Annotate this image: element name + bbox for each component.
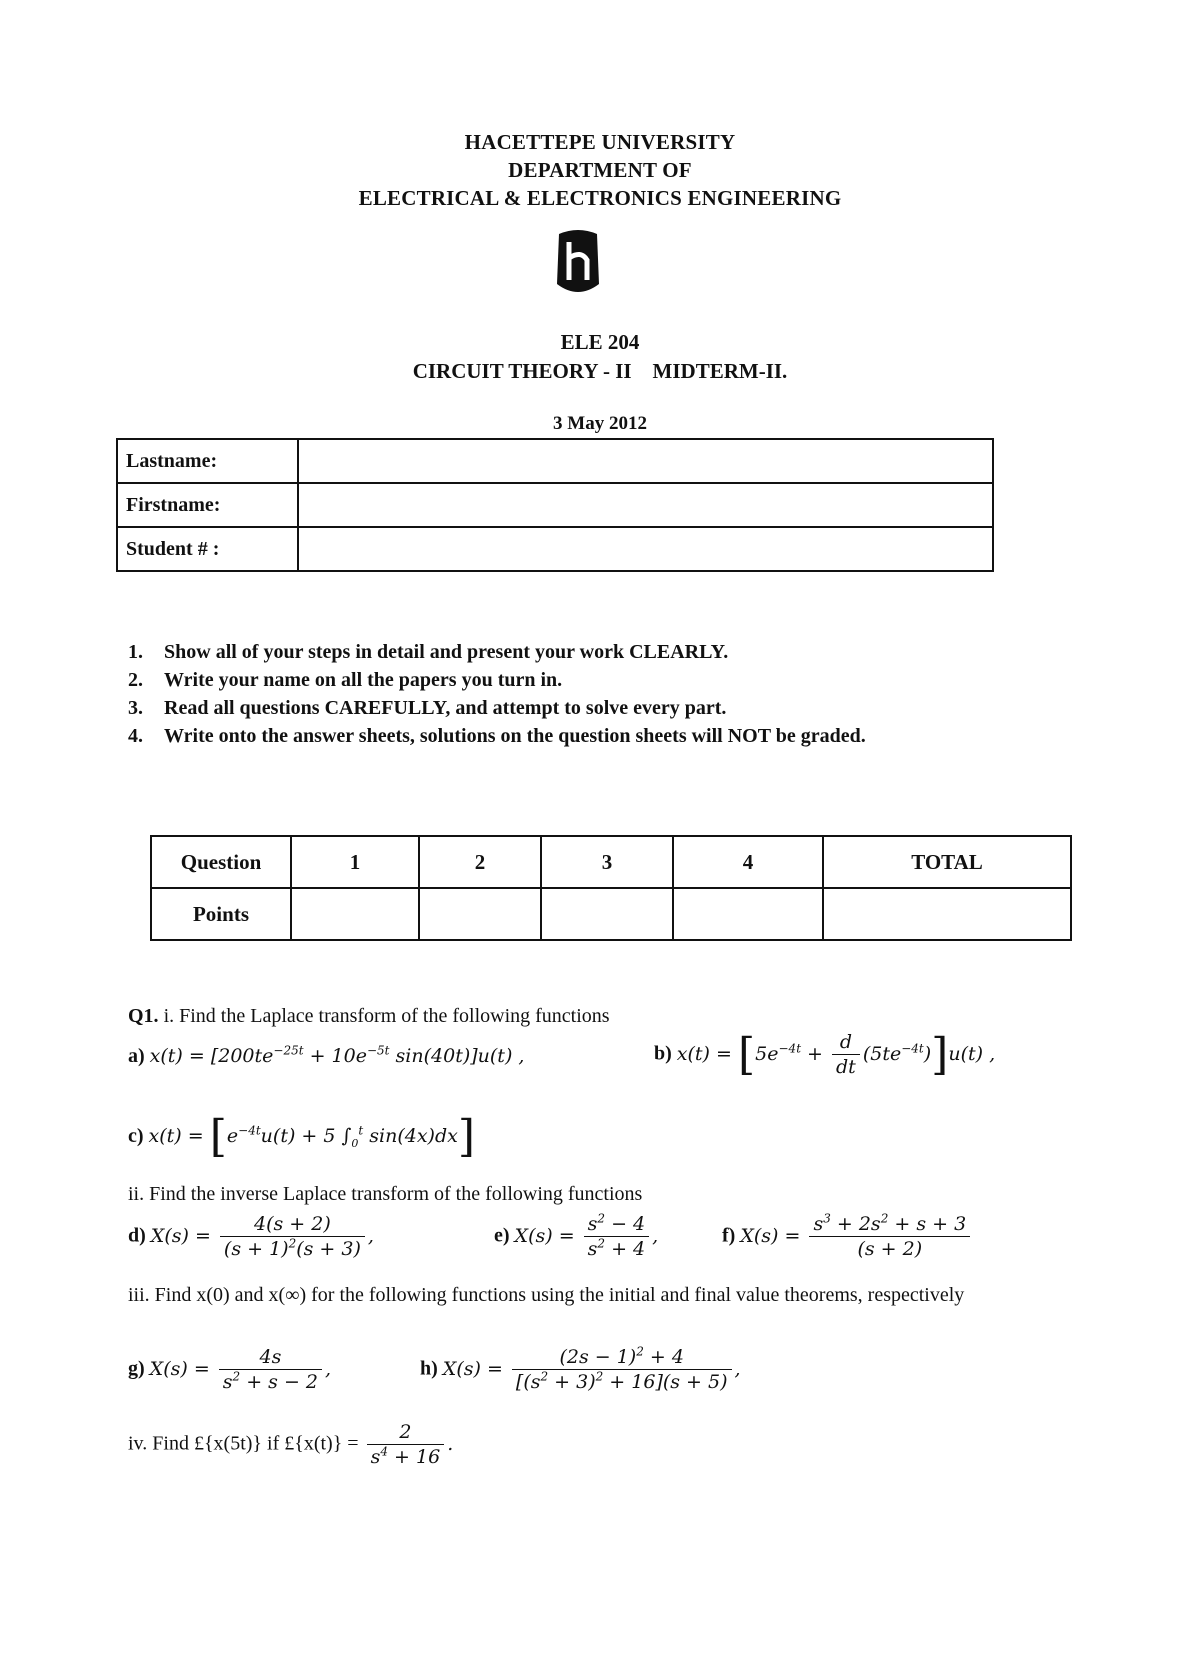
column-header: 4: [673, 836, 823, 888]
points-cell[interactable]: [419, 888, 541, 940]
column-header: 1: [291, 836, 419, 888]
column-header: 3: [541, 836, 673, 888]
course-header: [0, 328, 1200, 386]
problem-e: e) X(s) = $\frac{s^2 - 4}{s^2 + 4}$ ,: [494, 1211, 659, 1260]
points-table: [150, 835, 1072, 941]
part-ii: [128, 1182, 642, 1206]
problem-f: f) X(s) = $\frac{s^3 + 2s^2 + s + 3}{(s + 2)}$: [722, 1212, 973, 1261]
equation-c: $x(t) = [e^{-4t}u(t) + 5$ $\int_0^t$ sin(4x)dx]: [148, 1111, 476, 1162]
part-i-text: i. Find the Laplace transform of the following functions: [163, 1005, 610, 1027]
equation-h: X(s) = $\frac{(2s - 1)^2 + 4}{[(s^2 + 3)^2 + 16](s + 5)}$ ,: [442, 1344, 741, 1393]
points-cell[interactable]: [823, 888, 1071, 940]
equation-g: X(s) = $\frac{4s}{s^2 + s - 2}$ ,: [149, 1346, 332, 1393]
equation-b: $x(t) = [5e^{-4t}$ + $\frac{d}{dt}$ $(5te^{-4t})]u(t)$ ,: [676, 1028, 996, 1080]
points-cell[interactable]: [541, 888, 673, 940]
instructions-list: [128, 638, 866, 750]
list-item: 3. Read all questions CAREFULLY, and attempt to solve every part.: [128, 697, 727, 719]
student-info-table: [116, 438, 994, 572]
course-title: CIRCUIT THEORY - II MIDTERM-II.: [412, 359, 788, 383]
university-name: HACETTEPE UNIVERSITY: [464, 130, 736, 154]
part-iii-text: iii. Find x(0) and x(∞) for the following functions using the initial and final value theorems, respectively: [128, 1284, 965, 1306]
university-logo-icon: [551, 228, 605, 298]
firstname-label: Firstname:: [117, 483, 298, 527]
equation-e: X(s) = $\frac{s^2 - 4}{s^2 + 4}$ ,: [514, 1211, 659, 1260]
points-cell[interactable]: [291, 888, 419, 940]
q1-label: Q1.: [128, 1005, 159, 1027]
problem-b: b) $x(t) = [5e^{-4t}$ + $\frac{d}{dt}$ $(5te^{-4t})]u(t)$ ,: [654, 1028, 996, 1080]
table-row: [117, 439, 993, 483]
part-ii-text: ii. Find the inverse Laplace transform of the following functions: [128, 1183, 643, 1205]
problem-d: d) X(s) = $\frac{4(s + 2)}{(s + 1)^2(s + 3)}$ ,: [128, 1213, 374, 1260]
table-row: [117, 483, 993, 527]
exam-date: 3 May 2012: [553, 413, 647, 434]
column-header: 2: [419, 836, 541, 888]
equation-d: X(s) = $\frac{4(s + 2)}{(s + 1)^2(s + 3)}$ ,: [150, 1213, 374, 1260]
list-item: 4. Write onto the answer sheets, solutions on the question sheets will NOT be graded.: [128, 725, 866, 747]
lastname-label: Lastname:: [117, 439, 298, 483]
exam-header: [0, 128, 1200, 212]
points-header: Points: [151, 888, 291, 940]
firstname-field[interactable]: [298, 483, 993, 527]
question-header: Question: [151, 836, 291, 888]
department-line: DEPARTMENT OF: [508, 158, 692, 182]
problem-iv: [128, 1420, 453, 1469]
table-row: [151, 836, 1071, 888]
part-iii: [128, 1283, 1098, 1307]
student-number-label: Student # :: [117, 527, 298, 571]
points-cell[interactable]: [673, 888, 823, 940]
lastname-field[interactable]: [298, 439, 993, 483]
column-header: TOTAL: [823, 836, 1071, 888]
field-line: ELECTRICAL & ELECTRONICS ENGINEERING: [358, 186, 842, 210]
problem-g: g) X(s) = $\frac{4s}{s^2 + s - 2}$ ,: [128, 1346, 332, 1393]
equation-iv: $\frac{2}{s^4 + 16}$ .: [364, 1433, 454, 1455]
table-row: [117, 527, 993, 571]
problem-a: a) $x(t) = [200te^{-25t} + 10e^{-5t}$ sin(40t)]u(t) ,: [128, 1043, 525, 1067]
student-number-field[interactable]: [298, 527, 993, 571]
list-item: 2. Write your name on all the papers you turn in.: [128, 669, 563, 691]
table-row: [151, 888, 1071, 940]
course-code: ELE 204: [560, 330, 640, 354]
problem-h: h) X(s) = $\frac{(2s - 1)^2 + 4}{[(s^2 + 3)^2 + 16](s + 5)}$ ,: [420, 1344, 741, 1393]
q1-intro: [128, 1004, 610, 1028]
list-item: 1. Show all of your steps in detail and present your work CLEARLY.: [128, 641, 729, 663]
part-iv-text: iv. Find £{x(5t)} if £{x(t)} =: [128, 1432, 359, 1455]
equation-f: X(s) = $\frac{s^3 + 2s^2 + s + 3}{(s + 2)}$: [740, 1225, 973, 1247]
problem-c: c) $x(t) = [e^{-4t}u(t) + 5$ $\int_0^t$ sin(4x)dx]: [128, 1111, 476, 1162]
equation-a: $x(t) = [200te^{-25t} + 10e^{-5t}$ sin(40t)]u(t) ,: [149, 1043, 525, 1067]
